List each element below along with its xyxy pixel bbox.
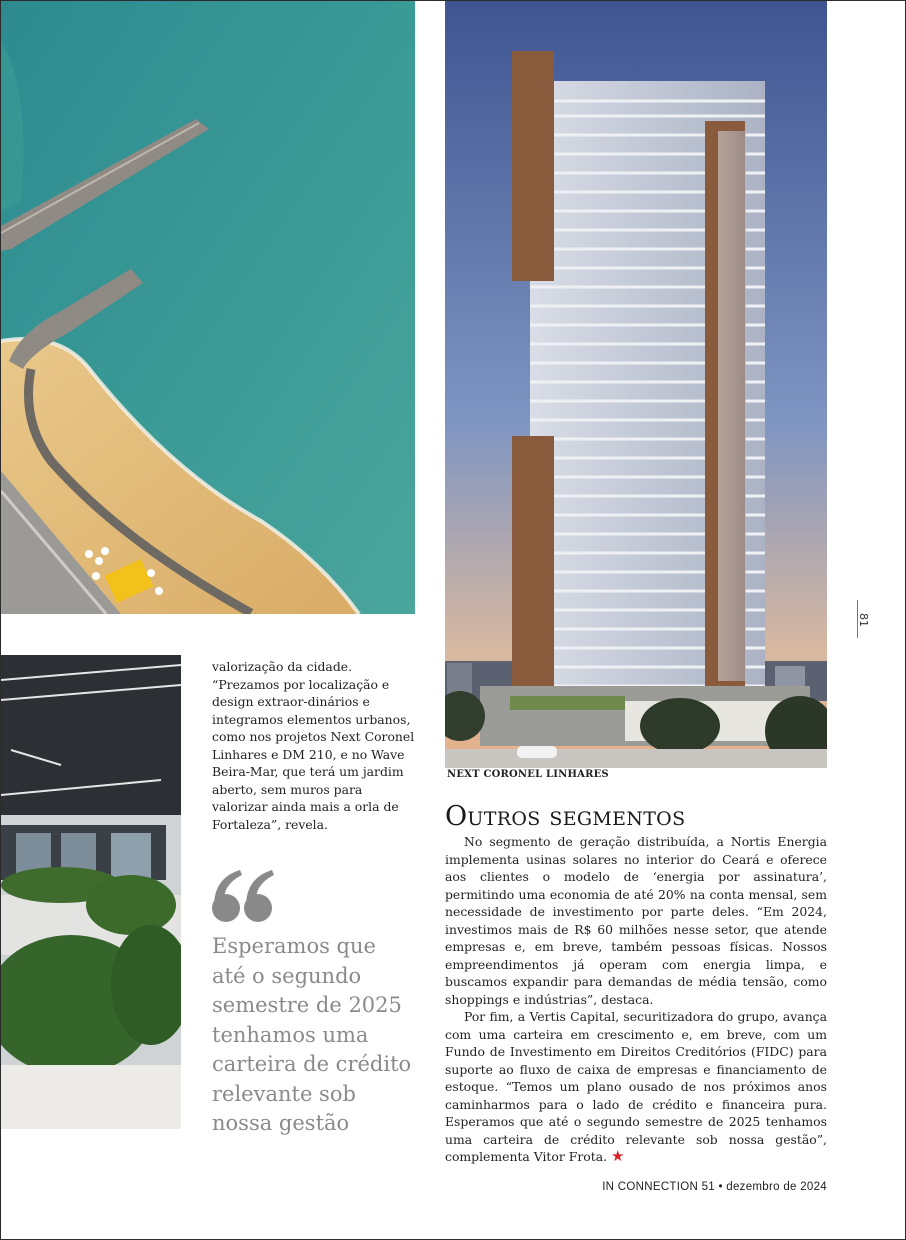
page-number: 81 <box>857 613 871 627</box>
body-paragraph-1: No segmento de geração distribuída, a Nortis Energia implementa usinas solares no interior do Ceará e oferece aos clientes o modelo de ‘energia por assinatura’, permitindo uma economia de até 20% na conta mensal, sem necessidade de investimento por parte deles. “Em 2024, investimos mais de R$ 60 milhões nesse setor, que atende empresas e, em breve, também pessoas físicas. Nossos empreendimentos já operam com energia limpa, e buscamos expandir para demandas de média tensão, como shoppings e indústrias”, destaca. <box>445 834 827 1007</box>
body-paragraph-2-text: Por fim, a Vertis Capital, securitizadora do grupo, avança com uma carteira em crescimento e, em breve, com um Fundo de Investimento em Direitos Creditórios (FIDC) para suporte ao fluxo de caixa de empresas e financiamento de estoque. “Temos um plano ousado de nos próximos anos caminharmos para o lado de crédito e financeira pura. Esperamos que até o segundo semestre de 2025 tenhamos uma carteira de crédito relevante sob nossa gestão”, complementa Vitor Frota. <box>445 1009 827 1164</box>
beach-aerial-photo <box>1 1 415 614</box>
photo-caption: NEXT CORONEL LINHARES <box>447 769 609 780</box>
right-column <box>445 833 827 1166</box>
end-mark-icon: ★ <box>610 1147 625 1165</box>
pull-quote: Esperamos que até o segundo semestre de 2025 tenhamos uma carteira de crédito relevante sob nossa gestão <box>212 934 412 1135</box>
section-heading: Outros segmentos <box>445 801 686 832</box>
quote-icon <box>212 868 276 928</box>
page-footer: IN CONNECTION 51 • dezembro de 2024 <box>602 1181 827 1193</box>
office-interior-photo <box>1 655 181 1129</box>
tower-render-photo <box>445 1 827 768</box>
left-column <box>212 658 416 833</box>
body-paragraph-2 <box>445 1008 827 1166</box>
left-paragraph: valorização da cidade. “Prezamos por localização e design extraor-dinários e integramos elementos urbanos, como nos projetos Next Coronel Linhares e DM 210, e no Wave Beira-Mar, que terá um jardim aberto, sem muros para valorizar ainda mais a orla de Fortaleza”, revela. <box>212 659 415 832</box>
